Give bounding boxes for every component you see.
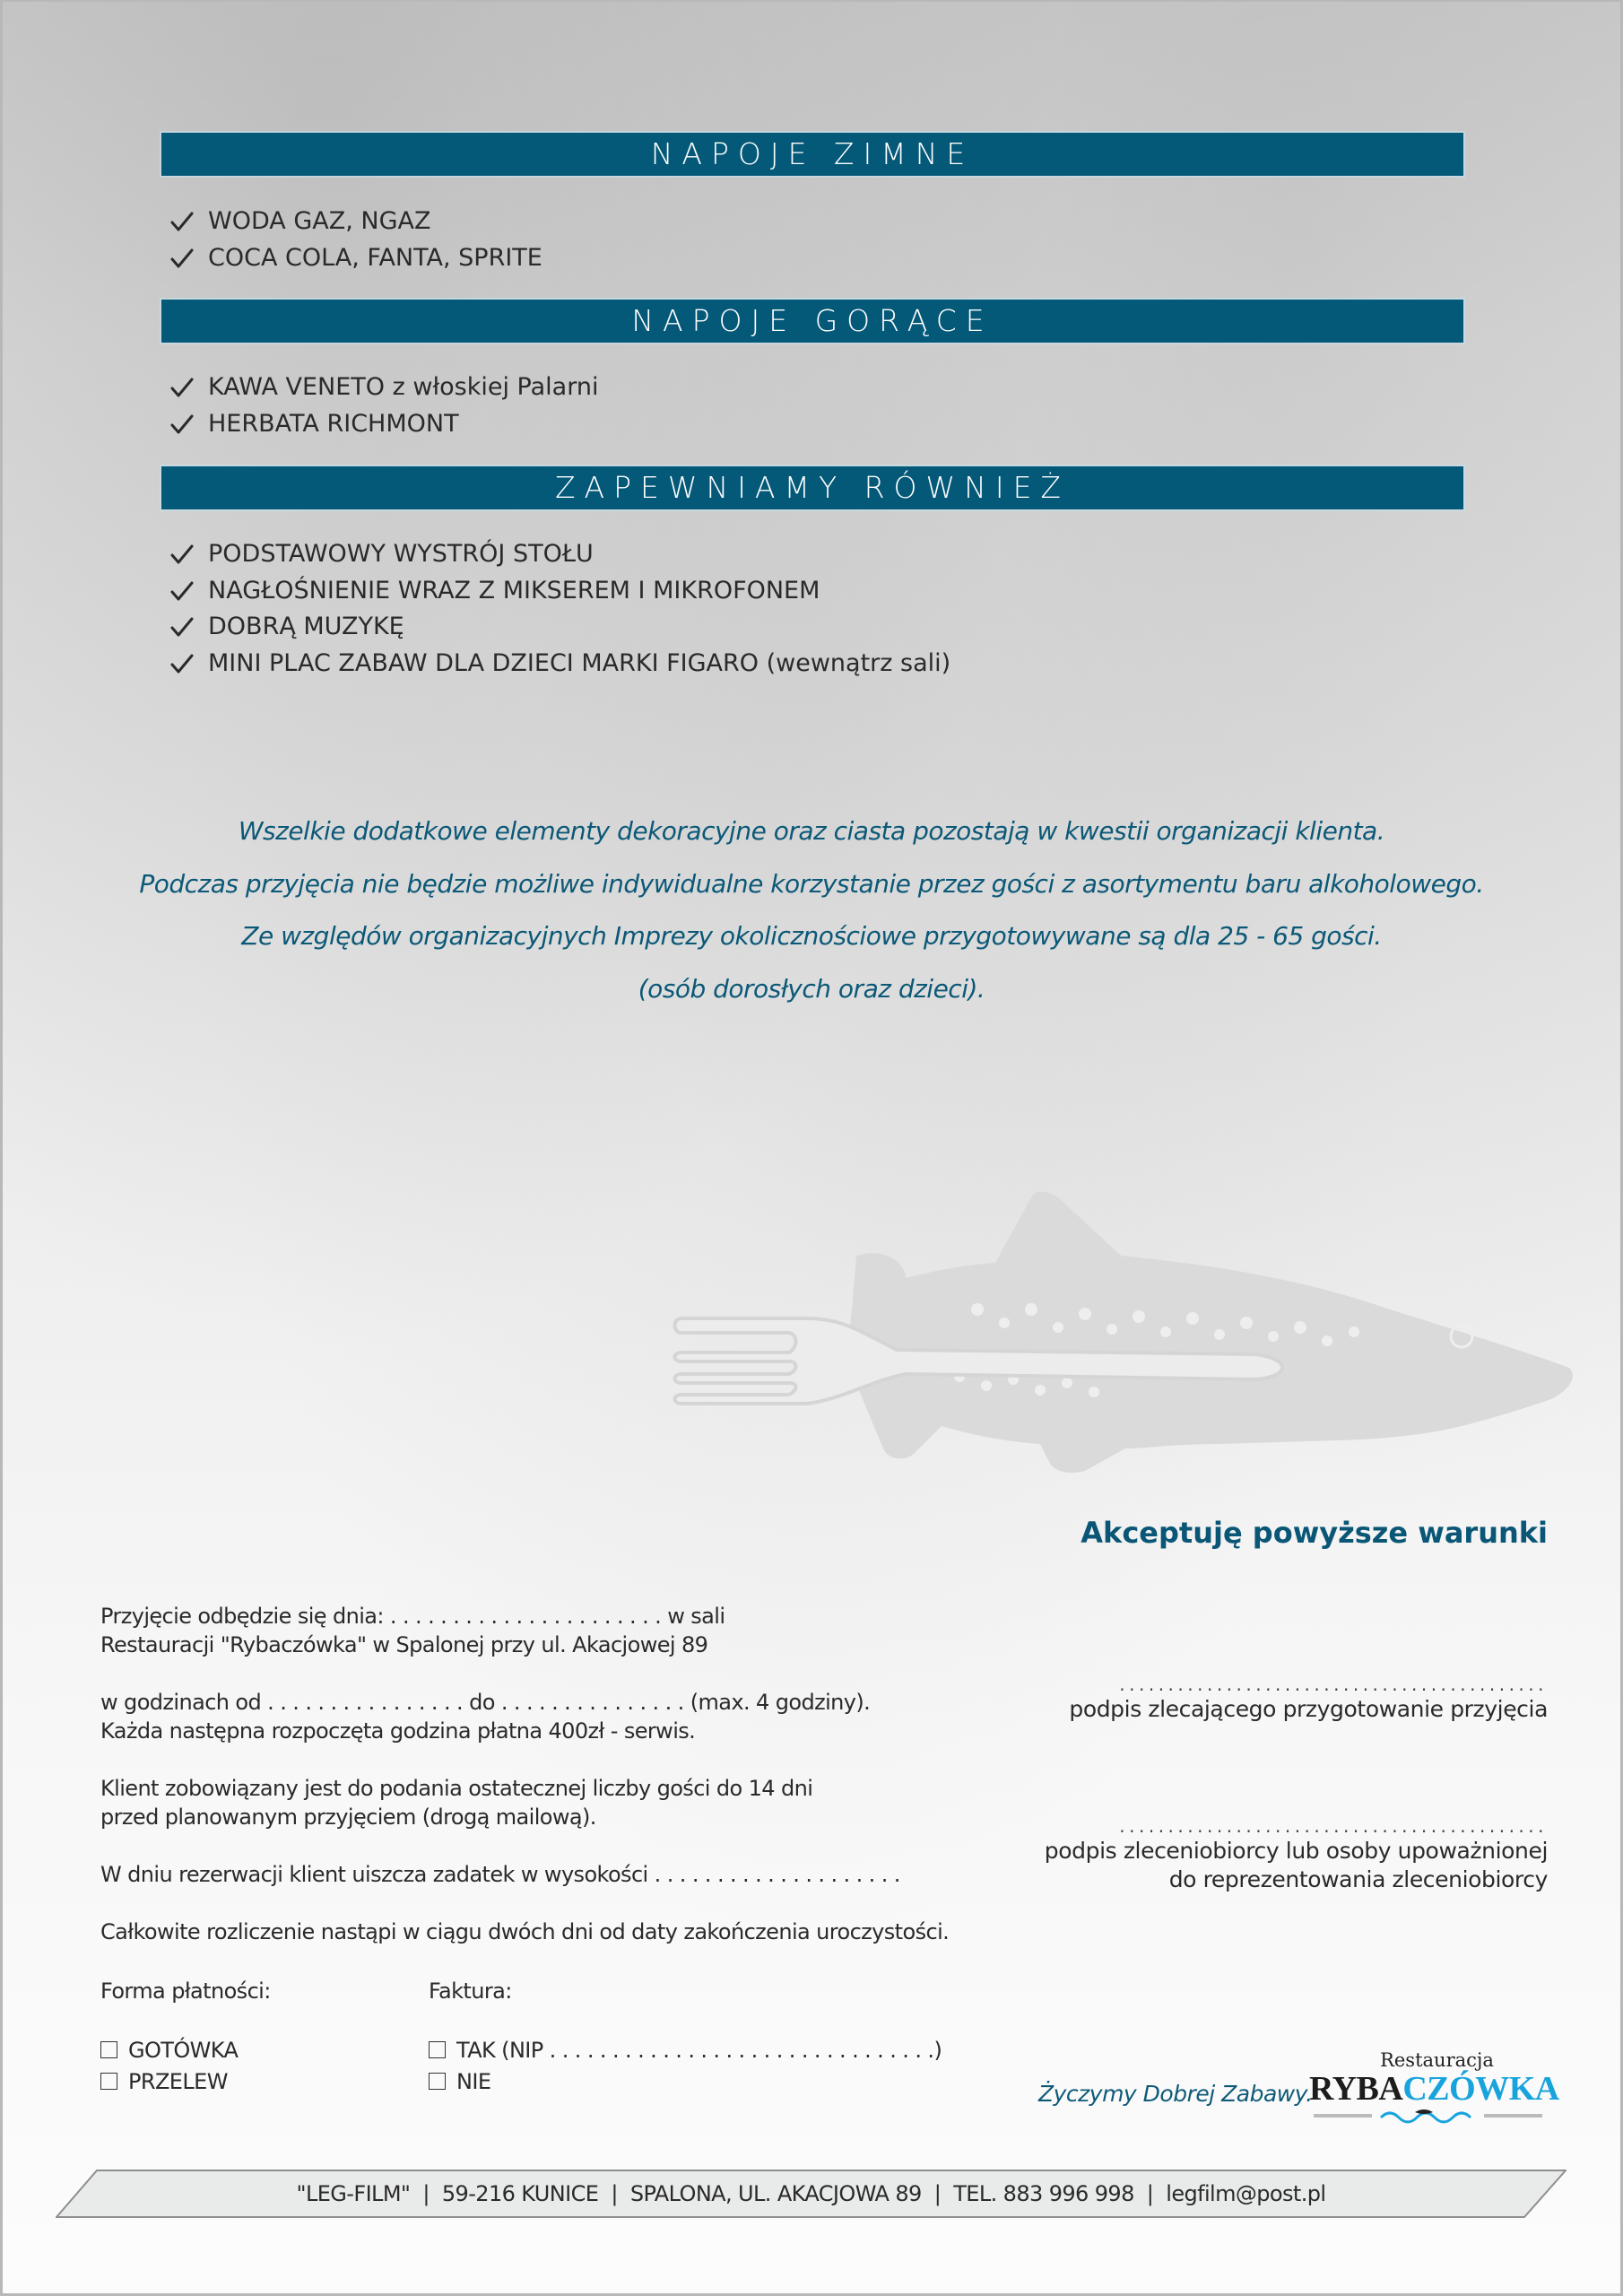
list-item-text: PODSTAWOWY WYSTRÓJ STOŁU [208, 540, 594, 568]
hours-line: w godzinach od . . . . . . . . . . . . . . . . do . . . . . . . . . . . . . . . (max. 4 godziny). [100, 1690, 871, 1715]
section-header-napoje-gorace: NAPOJE GORĄCE [161, 300, 1463, 343]
note-decorations: Wszelkie dodatkowe elementy dekoracyjne oraz ciasta pozostają w kwestii organizacji klienta. [238, 816, 1385, 846]
list-zapewniamy-rowniez [170, 536, 950, 682]
signature-line[interactable]: ............................................ [1119, 1674, 1548, 1695]
list-item [170, 204, 542, 240]
checkmark-icon [170, 413, 194, 435]
deposit-line: W dniu rezerwacji klient uiszcza zadatek w wysokości . . . . . . . . . . . . . . . . . . . . [100, 1862, 900, 1887]
list-item [170, 609, 950, 646]
wave-fish-icon [1309, 2107, 1547, 2125]
list-item [170, 240, 542, 277]
option-label: PRZELEW [128, 2068, 228, 2094]
contractor-signature-label-1: podpis zleceniobiorcy lub osoby upoważnionej [1044, 1838, 1548, 1864]
checkbox-icon[interactable] [100, 2041, 117, 2058]
invoice-option-yes[interactable] [429, 2034, 942, 2066]
checkmark-icon [170, 580, 194, 602]
footer-text: "LEG-FILM" | 59-216 KUNICE | SPALONA, UL. AKACJOWA 89 | TEL. 883 996 998 | legfilm@post.pl [296, 2181, 1326, 2206]
logo-name [1309, 2070, 1559, 2108]
checkbox-icon[interactable] [429, 2073, 446, 2090]
settlement-line: Całkowite rozliczenie nastąpi w ciągu dwóch dni od daty zakończenia uroczystości. [100, 1919, 950, 1944]
logo-name-part-1: RYBA [1309, 2070, 1403, 2108]
footer-email[interactable]: legfilm@post.pl [1166, 2181, 1326, 2206]
footer-postal: 59-216 KUNICE [441, 2181, 599, 2206]
checkmark-icon [170, 544, 194, 565]
date-line: Przyjęcie odbędzie się dnia: . . . . . . . . . . . . . . . . . . . . . . w sali [100, 1604, 725, 1629]
payment-option-transfer[interactable] [100, 2066, 271, 2097]
notes-block [0, 805, 1623, 1015]
restaurant-logo [1309, 2049, 1559, 2130]
footer-company: "LEG-FILM" [296, 2181, 411, 2206]
signature-line[interactable]: ............................................ [1119, 1815, 1548, 1837]
payment-option-cash[interactable] [100, 2034, 271, 2066]
list-item-text: MINI PLAC ZABAW DLA DZIECI MARKI FIGARO (wewnątrz sali) [208, 648, 951, 677]
option-label: GOTÓWKA [128, 2037, 239, 2063]
checkbox-icon[interactable] [429, 2041, 446, 2058]
checkmark-icon [170, 616, 194, 638]
list-item-text: NAGŁOŚNIENIE WRAZ Z MIKSEREM I MIKROFONEM [208, 576, 820, 604]
list-item-text: HERBATA RICHMONT [208, 409, 459, 438]
payment-label: Forma płatności: [100, 1979, 271, 2004]
note-guest-types: (osób dorosłych oraz dzieci). [638, 973, 985, 1004]
list-napoje-zimne [170, 204, 542, 276]
option-label: NIE [456, 2068, 491, 2094]
client-signature-label: podpis zlecającego przygotowanie przyjęcia [1069, 1696, 1548, 1722]
section-header-napoje-zimne: NAPOJE ZIMNE [161, 133, 1463, 176]
client-signature-block [1069, 1674, 1548, 1724]
list-item [170, 406, 598, 443]
list-napoje-gorace [170, 370, 598, 442]
venue-line: Restauracji "Rybaczówka" w Spalonej przy ul. Akacjowej 89 [100, 1632, 708, 1657]
invoice-label: Faktura: [429, 1979, 512, 2004]
list-item-text: WODA GAZ, NGAZ [208, 207, 431, 235]
checkmark-icon [170, 653, 194, 674]
checkmark-icon [170, 248, 194, 269]
checkmark-icon [170, 377, 194, 398]
accept-terms-heading: Akceptuję powyższe warunki [1081, 1516, 1548, 1550]
note-bar: Podczas przyjęcia nie będzie możliwe indywidualne korzystanie przez gości z asortymentu baru alkoholowego. [139, 868, 1484, 899]
list-item [170, 370, 598, 406]
invoice-group [429, 1977, 942, 2097]
list-item-text: KAWA VENETO z włoskiej Palarni [208, 373, 599, 401]
footer-address: SPALONA, UL. AKACJOWA 89 [629, 2181, 922, 2206]
extra-hour-line: Każda następna rozpoczęta godzina płatna 400zł - serwis. [100, 1718, 696, 1744]
list-item [170, 573, 950, 610]
fish-fork-watermark-icon [673, 1175, 1578, 1480]
checkmark-icon [170, 211, 194, 232]
list-item-text: COCA COLA, FANTA, SPRITE [208, 243, 542, 272]
option-label: TAK (NIP . . . . . . . . . . . . . . . . . . . . . . . . . . . . . . .) [456, 2037, 942, 2063]
list-item-text: DOBRĄ MUZYKĘ [208, 613, 404, 640]
invoice-option-no[interactable] [429, 2066, 942, 2097]
logo-prefix: Restauracja [1380, 2049, 1494, 2071]
terms-block [100, 1602, 997, 1946]
contractor-signature-label-2: do reprezentowania zleceniobiorcy [1168, 1866, 1548, 1892]
guest-count-line-2: przed planowanym przyjęciem (drogą mailową). [100, 1805, 596, 1830]
guest-count-line-1: Klient zobowiązany jest do podania ostatecznej liczby gości do 14 dni [100, 1776, 813, 1801]
note-guest-count: Ze względów organizacyjnych Imprezy okolicznościowe przygotowywane są dla 25 - 65 gości. [241, 921, 1382, 951]
section-header-zapewniamy-rowniez: ZAPEWNIAMY RÓWNIEŻ [161, 466, 1463, 509]
payment-form-group [100, 1977, 271, 2097]
footer-phone[interactable]: TEL. 883 996 998 [953, 2181, 1134, 2206]
wish-text: Życzymy Dobrej Zabawy. [1038, 2081, 1313, 2107]
list-item [170, 536, 950, 573]
checkbox-icon[interactable] [100, 2073, 117, 2090]
contractor-signature-block [1045, 1815, 1548, 1894]
footer-contact-bar [56, 2170, 1567, 2218]
list-item [170, 646, 950, 683]
logo-name-part-2: CZÓWKA [1402, 2070, 1559, 2108]
